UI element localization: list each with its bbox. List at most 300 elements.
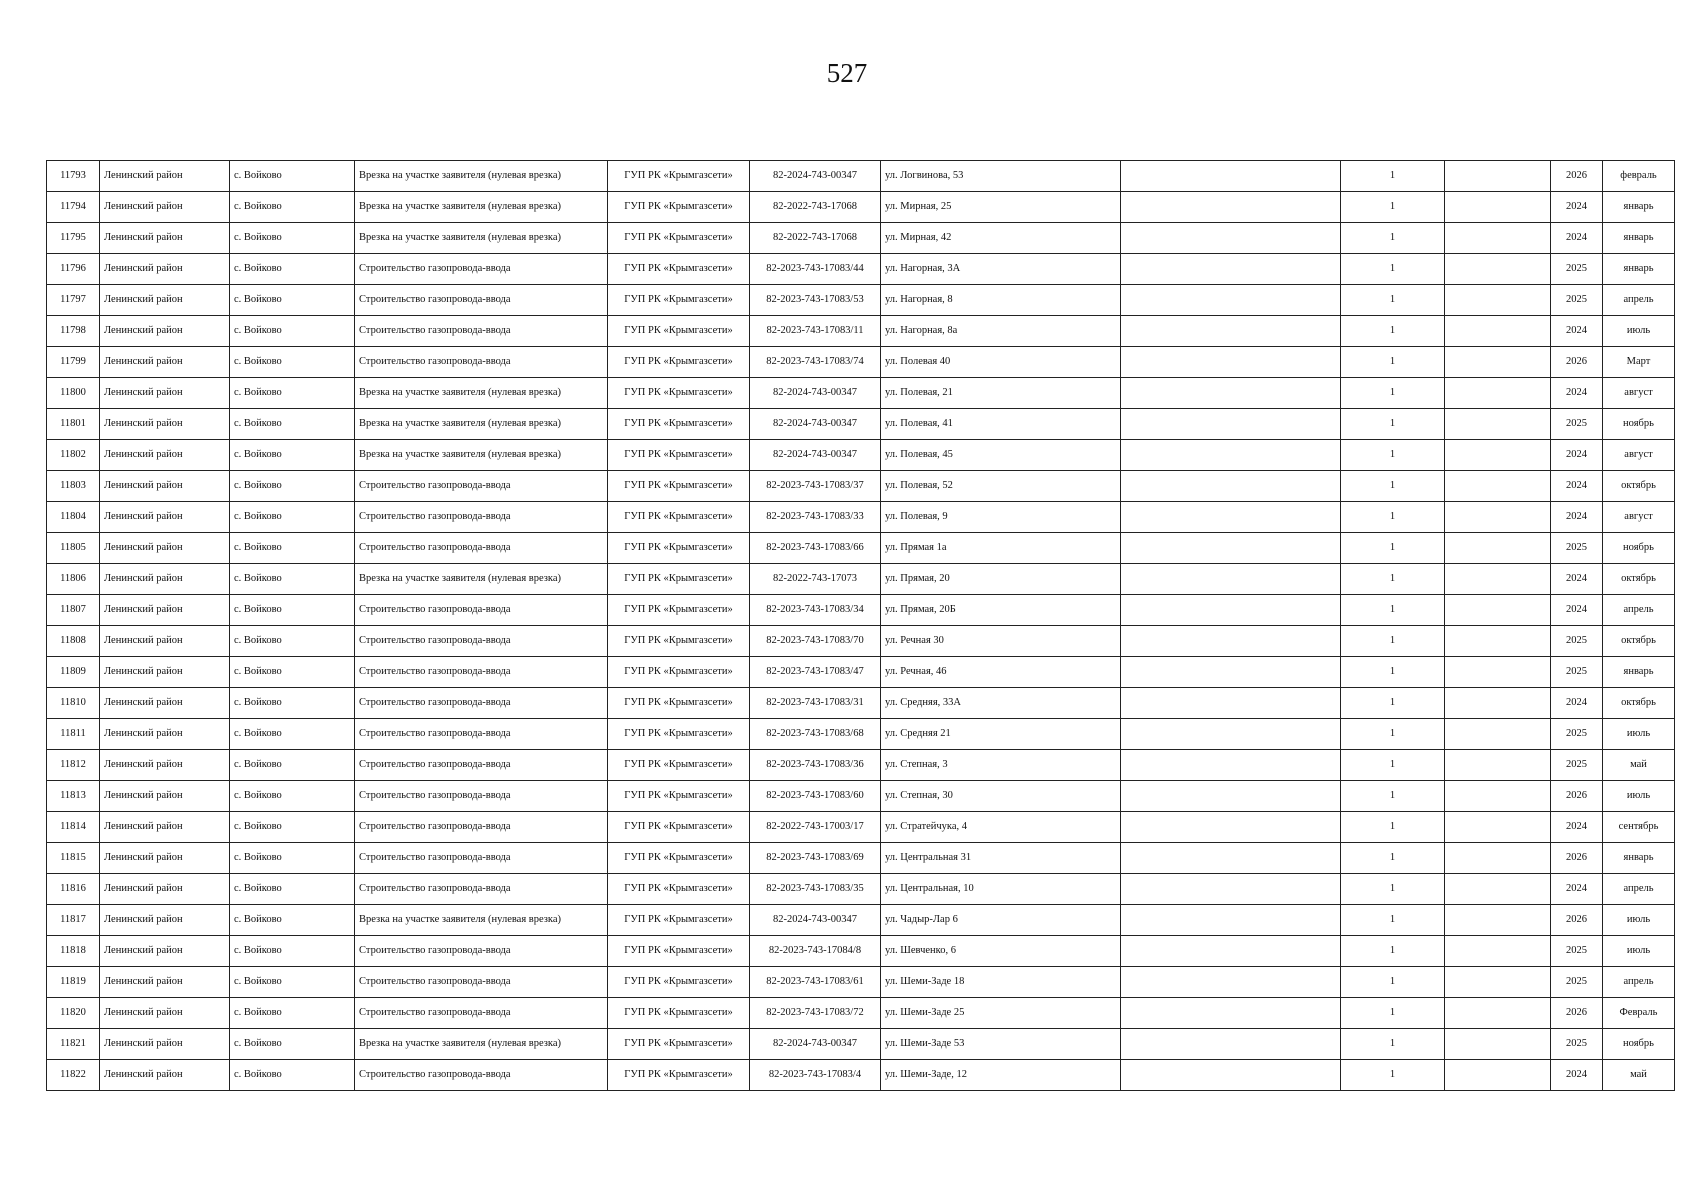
district-cell: Ленинский район [100,285,230,316]
month-cell: август [1603,440,1675,471]
empty-cell [1445,905,1551,936]
empty-cell [1445,750,1551,781]
empty-cell [1121,781,1341,812]
page-number: 527 [826,58,868,88]
count-cell: 1 [1341,781,1445,812]
settlement-cell: с. Войково [230,657,355,688]
district-cell: Ленинский район [100,657,230,688]
empty-cell [1121,719,1341,750]
work-type-cell: Строительство газопровода-ввода [355,1060,608,1091]
settlement-cell: с. Войково [230,223,355,254]
organization-cell: ГУП РК «Крымгазсети» [608,905,750,936]
work-type-cell: Врезка на участке заявителя (нулевая врезка) [355,192,608,223]
row-number: 11820 [47,998,100,1029]
work-type-cell: Строительство газопровода-ввода [355,316,608,347]
code-cell: 82-2023-743-17083/66 [750,533,881,564]
address-cell: ул. Шеми-Заде 18 [881,967,1121,998]
row-number: 11821 [47,1029,100,1060]
work-type-cell: Строительство газопровода-ввода [355,688,608,719]
month-cell: октябрь [1603,626,1675,657]
organization-cell: ГУП РК «Крымгазсети» [608,998,750,1029]
organization-cell: ГУП РК «Крымгазсети» [608,440,750,471]
work-type-cell: Строительство газопровода-ввода [355,936,608,967]
organization-cell: ГУП РК «Крымгазсети» [608,347,750,378]
table-row [47,378,1675,409]
address-cell: ул. Чадыр-Лар 6 [881,905,1121,936]
settlement-cell: с. Войково [230,812,355,843]
year-cell: 2025 [1551,936,1603,967]
address-cell: ул. Полевая, 9 [881,502,1121,533]
empty-cell [1121,440,1341,471]
work-type-cell: Строительство газопровода-ввода [355,347,608,378]
month-cell: август [1603,502,1675,533]
work-type-cell: Врезка на участке заявителя (нулевая врезка) [355,440,608,471]
organization-cell: ГУП РК «Крымгазсети» [608,192,750,223]
organization-cell: ГУП РК «Крымгазсети» [608,285,750,316]
address-cell: ул. Шеми-Заде 25 [881,998,1121,1029]
month-cell: январь [1603,192,1675,223]
count-cell: 1 [1341,161,1445,192]
organization-cell: ГУП РК «Крымгазсети» [608,936,750,967]
organization-cell: ГУП РК «Крымгазсети» [608,502,750,533]
district-cell: Ленинский район [100,719,230,750]
empty-cell [1121,812,1341,843]
year-cell: 2024 [1551,688,1603,719]
count-cell: 1 [1341,409,1445,440]
code-cell: 82-2023-743-17083/35 [750,874,881,905]
district-cell: Ленинский район [100,347,230,378]
count-cell: 1 [1341,595,1445,626]
row-number: 11822 [47,1060,100,1091]
empty-cell [1445,967,1551,998]
month-cell: Февраль [1603,998,1675,1029]
settlement-cell: с. Войково [230,905,355,936]
settlement-cell: с. Войково [230,533,355,564]
organization-cell: ГУП РК «Крымгазсети» [608,533,750,564]
settlement-cell: с. Войково [230,595,355,626]
count-cell: 1 [1341,378,1445,409]
work-type-cell: Строительство газопровода-ввода [355,874,608,905]
empty-cell [1445,626,1551,657]
settlement-cell: с. Войково [230,967,355,998]
month-cell: июль [1603,719,1675,750]
year-cell: 2026 [1551,347,1603,378]
work-type-cell: Строительство газопровода-ввода [355,626,608,657]
year-cell: 2024 [1551,223,1603,254]
row-number: 11793 [47,161,100,192]
empty-cell [1121,688,1341,719]
district-cell: Ленинский район [100,843,230,874]
empty-cell [1445,564,1551,595]
table-row [47,316,1675,347]
address-cell: ул. Полевая 40 [881,347,1121,378]
count-cell: 1 [1341,936,1445,967]
row-number: 11805 [47,533,100,564]
address-cell: ул. Средняя, 33А [881,688,1121,719]
work-type-cell: Строительство газопровода-ввода [355,967,608,998]
count-cell: 1 [1341,347,1445,378]
month-cell: июль [1603,905,1675,936]
address-cell: ул. Степная, 3 [881,750,1121,781]
empty-cell [1121,161,1341,192]
table-row [47,967,1675,998]
district-cell: Ленинский район [100,812,230,843]
address-cell: ул. Мирная, 42 [881,223,1121,254]
work-type-cell: Строительство газопровода-ввода [355,595,608,626]
district-cell: Ленинский район [100,905,230,936]
row-number: 11804 [47,502,100,533]
row-number: 11798 [47,316,100,347]
row-number: 11797 [47,285,100,316]
year-cell: 2025 [1551,1029,1603,1060]
row-number: 11812 [47,750,100,781]
district-cell: Ленинский район [100,595,230,626]
month-cell: ноябрь [1603,1029,1675,1060]
work-type-cell: Строительство газопровода-ввода [355,502,608,533]
address-cell: ул. Нагорная, 3А [881,254,1121,285]
address-cell: ул. Нагорная, 8 [881,285,1121,316]
row-number: 11801 [47,409,100,440]
empty-cell [1445,843,1551,874]
code-cell: 82-2023-743-17083/68 [750,719,881,750]
empty-cell [1121,998,1341,1029]
organization-cell: ГУП РК «Крымгазсети» [608,378,750,409]
row-number: 11803 [47,471,100,502]
empty-cell [1121,967,1341,998]
month-cell: октябрь [1603,564,1675,595]
settlement-cell: с. Войково [230,1060,355,1091]
work-type-cell: Строительство газопровода-ввода [355,781,608,812]
address-cell: ул. Шеми-Заде 53 [881,1029,1121,1060]
settlement-cell: с. Войково [230,440,355,471]
code-cell: 82-2023-743-17083/4 [750,1060,881,1091]
work-type-cell: Врезка на участке заявителя (нулевая врезка) [355,223,608,254]
year-cell: 2025 [1551,285,1603,316]
code-cell: 82-2023-743-17083/33 [750,502,881,533]
count-cell: 1 [1341,223,1445,254]
month-cell: апрель [1603,595,1675,626]
row-number: 11819 [47,967,100,998]
count-cell: 1 [1341,874,1445,905]
district-cell: Ленинский район [100,471,230,502]
district-cell: Ленинский район [100,967,230,998]
table-row [47,564,1675,595]
empty-cell [1445,223,1551,254]
code-cell: 82-2024-743-00347 [750,378,881,409]
empty-cell [1121,378,1341,409]
month-cell: февраль [1603,161,1675,192]
settlement-cell: с. Войково [230,998,355,1029]
settlement-cell: с. Войково [230,1029,355,1060]
code-cell: 82-2023-743-17083/74 [750,347,881,378]
work-type-cell: Строительство газопровода-ввода [355,812,608,843]
code-cell: 82-2023-743-17083/11 [750,316,881,347]
empty-cell [1445,657,1551,688]
table-row [47,719,1675,750]
settlement-cell: с. Войково [230,316,355,347]
count-cell: 1 [1341,564,1445,595]
work-type-cell: Строительство газопровода-ввода [355,657,608,688]
organization-cell: ГУП РК «Крымгазсети» [608,595,750,626]
row-number: 11807 [47,595,100,626]
code-cell: 82-2024-743-00347 [750,440,881,471]
empty-cell [1121,409,1341,440]
month-cell: ноябрь [1603,409,1675,440]
empty-cell [1121,223,1341,254]
district-cell: Ленинский район [100,409,230,440]
empty-cell [1445,192,1551,223]
year-cell: 2026 [1551,843,1603,874]
year-cell: 2024 [1551,192,1603,223]
month-cell: январь [1603,254,1675,285]
district-cell: Ленинский район [100,998,230,1029]
work-type-cell: Врезка на участке заявителя (нулевая врезка) [355,409,608,440]
table-row [47,781,1675,812]
month-cell: ноябрь [1603,533,1675,564]
code-cell: 82-2023-743-17083/72 [750,998,881,1029]
organization-cell: ГУП РК «Крымгазсети» [608,719,750,750]
row-number: 11794 [47,192,100,223]
table-row [47,843,1675,874]
settlement-cell: с. Войково [230,936,355,967]
settlement-cell: с. Войково [230,409,355,440]
month-cell: июль [1603,781,1675,812]
month-cell: январь [1603,657,1675,688]
code-cell: 82-2023-743-17083/70 [750,626,881,657]
code-cell: 82-2023-743-17083/37 [750,471,881,502]
table-row [47,1029,1675,1060]
work-type-cell: Строительство газопровода-ввода [355,533,608,564]
empty-cell [1121,192,1341,223]
table-row [47,223,1675,254]
month-cell: май [1603,750,1675,781]
year-cell: 2025 [1551,254,1603,285]
organization-cell: ГУП РК «Крымгазсети» [608,657,750,688]
organization-cell: ГУП РК «Крымгазсети» [608,1029,750,1060]
empty-cell [1445,316,1551,347]
organization-cell: ГУП РК «Крымгазсети» [608,688,750,719]
code-cell: 82-2023-743-17083/44 [750,254,881,285]
district-cell: Ленинский район [100,533,230,564]
district-cell: Ленинский район [100,781,230,812]
row-number: 11813 [47,781,100,812]
year-cell: 2026 [1551,905,1603,936]
empty-cell [1121,657,1341,688]
address-cell: ул. Полевая, 21 [881,378,1121,409]
empty-cell [1121,254,1341,285]
count-cell: 1 [1341,812,1445,843]
code-cell: 82-2024-743-00347 [750,905,881,936]
empty-cell [1121,595,1341,626]
code-cell: 82-2023-743-17083/36 [750,750,881,781]
year-cell: 2025 [1551,626,1603,657]
count-cell: 1 [1341,750,1445,781]
empty-cell [1445,688,1551,719]
organization-cell: ГУП РК «Крымгазсети» [608,626,750,657]
year-cell: 2024 [1551,316,1603,347]
row-number: 11800 [47,378,100,409]
empty-cell [1445,936,1551,967]
settlement-cell: с. Войково [230,471,355,502]
month-cell: октябрь [1603,688,1675,719]
code-cell: 82-2023-743-17083/53 [750,285,881,316]
count-cell: 1 [1341,192,1445,223]
work-type-cell: Врезка на участке заявителя (нулевая врезка) [355,161,608,192]
table-row [47,936,1675,967]
organization-cell: ГУП РК «Крымгазсети» [608,409,750,440]
district-cell: Ленинский район [100,378,230,409]
row-number: 11806 [47,564,100,595]
work-type-cell: Строительство газопровода-ввода [355,750,608,781]
empty-cell [1121,905,1341,936]
empty-cell [1121,874,1341,905]
settlement-cell: с. Войково [230,254,355,285]
code-cell: 82-2024-743-00347 [750,1029,881,1060]
empty-cell [1445,254,1551,285]
empty-cell [1121,843,1341,874]
month-cell: май [1603,1060,1675,1091]
code-cell: 82-2022-743-17003/17 [750,812,881,843]
district-cell: Ленинский район [100,223,230,254]
month-cell: январь [1603,843,1675,874]
empty-cell [1121,564,1341,595]
district-cell: Ленинский район [100,192,230,223]
month-cell: Март [1603,347,1675,378]
month-cell: апрель [1603,967,1675,998]
count-cell: 1 [1341,533,1445,564]
empty-cell [1445,285,1551,316]
code-cell: 82-2023-743-17084/8 [750,936,881,967]
year-cell: 2025 [1551,533,1603,564]
district-cell: Ленинский район [100,254,230,285]
row-number: 11795 [47,223,100,254]
empty-cell [1445,502,1551,533]
code-cell: 82-2022-743-17073 [750,564,881,595]
table-row [47,812,1675,843]
month-cell: август [1603,378,1675,409]
settlement-cell: с. Войково [230,285,355,316]
row-number: 11814 [47,812,100,843]
works-table [46,160,1675,1091]
work-type-cell: Строительство газопровода-ввода [355,998,608,1029]
code-cell: 82-2024-743-00347 [750,161,881,192]
empty-cell [1121,285,1341,316]
table-row [47,440,1675,471]
empty-cell [1445,161,1551,192]
empty-cell [1121,502,1341,533]
settlement-cell: с. Войково [230,347,355,378]
organization-cell: ГУП РК «Крымгазсети» [608,750,750,781]
code-cell: 82-2022-743-17068 [750,192,881,223]
code-cell: 82-2023-743-17083/47 [750,657,881,688]
empty-cell [1121,347,1341,378]
address-cell: ул. Прямая 1а [881,533,1121,564]
table-row [47,192,1675,223]
district-cell: Ленинский район [100,316,230,347]
settlement-cell: с. Войково [230,719,355,750]
row-number: 11799 [47,347,100,378]
organization-cell: ГУП РК «Крымгазсети» [608,843,750,874]
count-cell: 1 [1341,967,1445,998]
work-type-cell: Строительство газопровода-ввода [355,471,608,502]
table-row [47,688,1675,719]
district-cell: Ленинский район [100,440,230,471]
address-cell: ул. Стратейчука, 4 [881,812,1121,843]
settlement-cell: с. Войково [230,874,355,905]
table-row [47,874,1675,905]
empty-cell [1121,471,1341,502]
work-type-cell: Врезка на участке заявителя (нулевая врезка) [355,1029,608,1060]
organization-cell: ГУП РК «Крымгазсети» [608,161,750,192]
table-row [47,254,1675,285]
table-row [47,595,1675,626]
organization-cell: ГУП РК «Крымгазсети» [608,316,750,347]
table-row [47,533,1675,564]
code-cell: 82-2023-743-17083/69 [750,843,881,874]
empty-cell [1445,533,1551,564]
address-cell: ул. Центральная, 10 [881,874,1121,905]
address-cell: ул. Шевченко, 6 [881,936,1121,967]
table-row [47,285,1675,316]
district-cell: Ленинский район [100,564,230,595]
district-cell: Ленинский район [100,1060,230,1091]
year-cell: 2024 [1551,502,1603,533]
organization-cell: ГУП РК «Крымгазсети» [608,471,750,502]
empty-cell [1121,626,1341,657]
row-number: 11818 [47,936,100,967]
table-body [47,161,1675,1091]
table-row [47,1060,1675,1091]
district-cell: Ленинский район [100,750,230,781]
empty-cell [1445,471,1551,502]
empty-cell [1121,750,1341,781]
empty-cell [1445,595,1551,626]
row-number: 11802 [47,440,100,471]
year-cell: 2024 [1551,564,1603,595]
count-cell: 1 [1341,502,1445,533]
table-row [47,347,1675,378]
settlement-cell: с. Войково [230,564,355,595]
count-cell: 1 [1341,1060,1445,1091]
work-type-cell: Строительство газопровода-ввода [355,843,608,874]
year-cell: 2024 [1551,378,1603,409]
code-cell: 82-2023-743-17083/60 [750,781,881,812]
year-cell: 2025 [1551,719,1603,750]
address-cell: ул. Средняя 21 [881,719,1121,750]
empty-cell [1445,1060,1551,1091]
year-cell: 2024 [1551,471,1603,502]
district-cell: Ленинский район [100,502,230,533]
month-cell: апрель [1603,874,1675,905]
district-cell: Ленинский район [100,688,230,719]
count-cell: 1 [1341,657,1445,688]
work-type-cell: Врезка на участке заявителя (нулевая врезка) [355,905,608,936]
row-number: 11815 [47,843,100,874]
settlement-cell: с. Войково [230,378,355,409]
count-cell: 1 [1341,316,1445,347]
address-cell: ул. Степная, 30 [881,781,1121,812]
address-cell: ул. Прямая, 20 [881,564,1121,595]
year-cell: 2024 [1551,595,1603,626]
empty-cell [1121,936,1341,967]
empty-cell [1121,533,1341,564]
table-row [47,409,1675,440]
count-cell: 1 [1341,254,1445,285]
count-cell: 1 [1341,285,1445,316]
empty-cell [1445,378,1551,409]
address-cell: ул. Мирная, 25 [881,192,1121,223]
work-type-cell: Строительство газопровода-ввода [355,719,608,750]
